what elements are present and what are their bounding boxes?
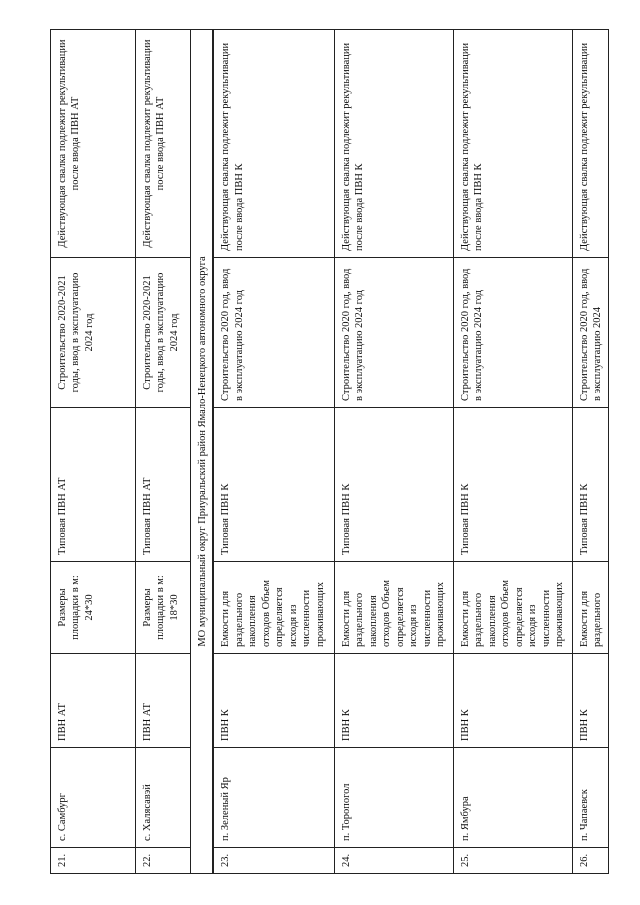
table-row: [572, 30, 608, 874]
design-type: Типовая ПВН АТ: [51, 408, 136, 562]
section-row: [191, 30, 214, 874]
design-type: Типовая ПВН К: [453, 408, 572, 562]
table-row: [51, 30, 136, 874]
construction-period: Строительство 2020 год, ввод в эксплуатацию 2024 год: [213, 258, 334, 408]
site-size: Емкости для раздельного накопления отходов Объем определяется исходя из численности проживающих: [334, 562, 453, 654]
table-row: [453, 30, 572, 874]
facility-type: ПВН К: [572, 654, 608, 748]
landfill-note: Действующая свалка подлежит рекультивации после ввода ПВН АТ: [136, 30, 191, 258]
landfill-note: Действующая свалка подлежит рекультивации после ввода ПВН АТ: [51, 30, 136, 258]
design-type: Типовая ПВН К: [572, 408, 608, 562]
row-number: 23.: [213, 848, 334, 874]
row-number: 21.: [51, 848, 136, 874]
construction-period: Строительство 2020 год, ввод в эксплуатацию 2024 год: [334, 258, 453, 408]
facilities-table: [50, 29, 609, 874]
site-size: Емкости для раздельного накопления отходов Объем определяется исходя из численности проживающих: [213, 562, 334, 654]
settlement-name: п. Торопогол: [334, 748, 453, 848]
facility-type: ПВН АТ: [136, 654, 191, 748]
table-row: [334, 30, 453, 874]
construction-period: Строительство 2020 год, ввод в эксплуатацию 2024 год: [453, 258, 572, 408]
settlement-name: п. Ямбура: [453, 748, 572, 848]
row-number: 25.: [453, 848, 572, 874]
table-row: [213, 30, 334, 874]
construction-period: Строительство 2020-2021 годы, ввод в эксплуатацию 2024 год: [136, 258, 191, 408]
site-size: Размеры площадки в м: 18*30: [136, 562, 191, 654]
facility-type: ПВН К: [334, 654, 453, 748]
settlement-name: п. Чапаевск: [572, 748, 608, 848]
site-size: Емкости для раздельного: [572, 562, 608, 654]
row-number: 26.: [572, 848, 608, 874]
landfill-note: Действующая свалка подлежит рекультивации после ввода ПВН К: [453, 30, 572, 258]
site-size: Емкости для раздельного накопления отходов Объем определяется исходя из численности проживающих: [453, 562, 572, 654]
settlement-name: с. Халясавэй: [136, 748, 191, 848]
section-title: МО муниципальный округ Приуральский район Ямало-Ненецкого автономного округа: [191, 30, 214, 874]
settlement-name: с. Самбург: [51, 748, 136, 848]
table-row: [136, 30, 191, 874]
row-number: 22.: [136, 848, 191, 874]
landfill-note: Действующая свалка подлежит рекультивации после ввода ПВН К: [334, 30, 453, 258]
construction-period: Строительство 2020-2021 годы, ввод в эксплуатацию 2024 год: [51, 258, 136, 408]
site-size: Размеры площадки в м: 24*30: [51, 562, 136, 654]
settlement-name: п. Зеленый Яр: [213, 748, 334, 848]
row-number: 24.: [334, 848, 453, 874]
rotated-table-wrapper: [50, 30, 604, 874]
facility-type: ПВН К: [213, 654, 334, 748]
landfill-note: Действующая свалка подлежит рекультивации после ввода ПВН К: [213, 30, 334, 258]
facility-type: ПВН АТ: [51, 654, 136, 748]
construction-period: Строительство 2020 год, ввод в эксплуатацию 2024: [572, 258, 608, 408]
design-type: Типовая ПВН АТ: [136, 408, 191, 562]
facility-type: ПВН К: [453, 654, 572, 748]
landfill-note: Действующая свалка подлежит рекультивации: [572, 30, 608, 258]
design-type: Типовая ПВН К: [334, 408, 453, 562]
design-type: Типовая ПВН К: [213, 408, 334, 562]
